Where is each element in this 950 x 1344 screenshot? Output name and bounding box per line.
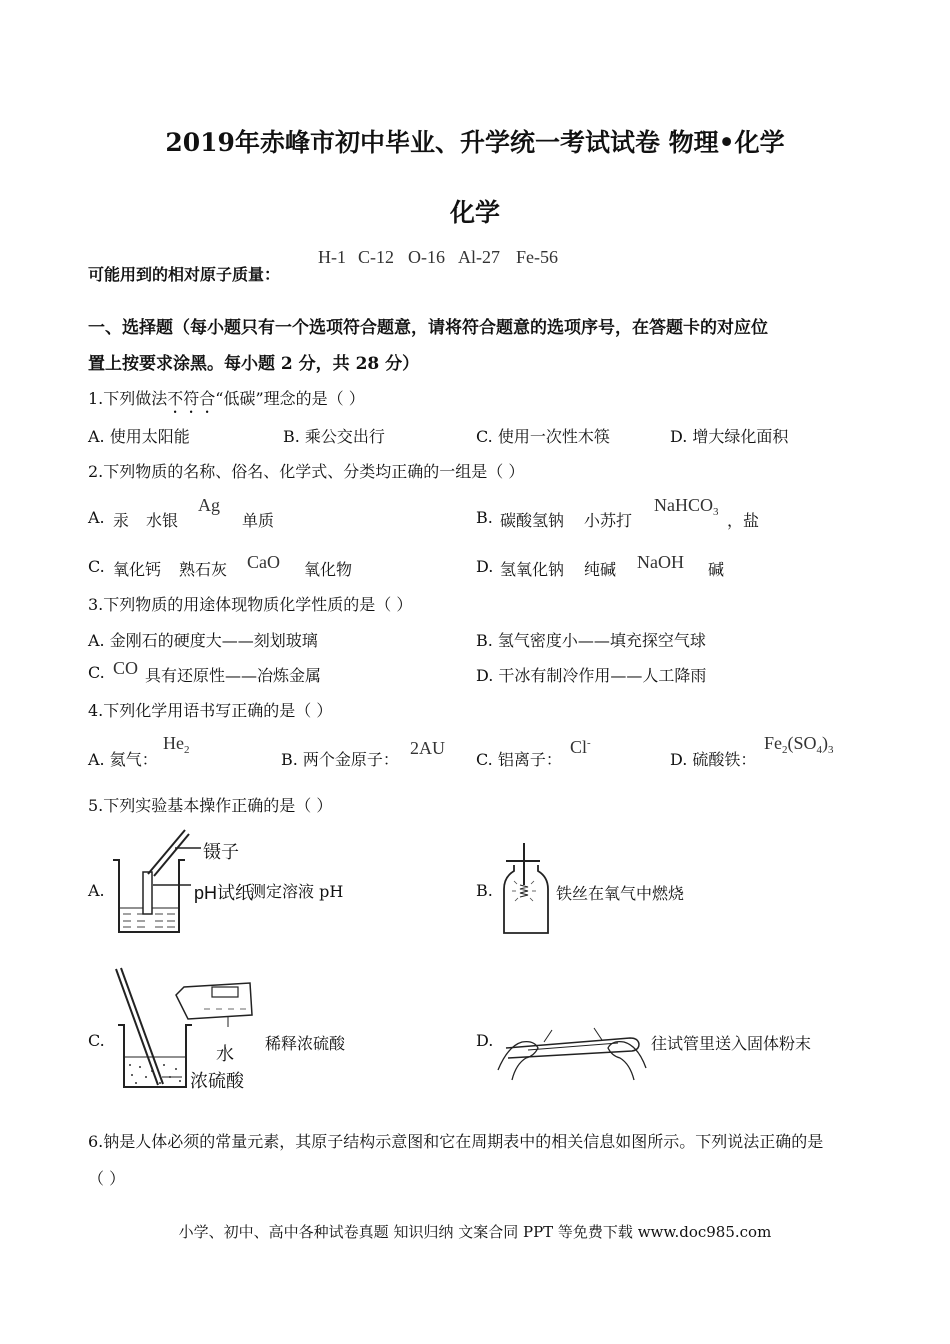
q2-option-c-formula: CaO xyxy=(247,552,280,572)
section-heading-line2: 置上按要求涂黑。每小题 2 分，共 28 分） xyxy=(88,354,420,374)
water-label: 水 xyxy=(216,1044,234,1064)
question-5-stem: 5.下列实验基本操作正确的是（ ） xyxy=(88,796,333,815)
page-subtitle: 化学 xyxy=(449,198,500,227)
q5-option-c-letter: C. xyxy=(88,1031,105,1050)
q5-option-b-letter: B. xyxy=(476,881,493,900)
q2-option-c-name: 氧化钙 xyxy=(113,560,162,579)
q1-option-c: C. 使用一次性木筷 xyxy=(476,427,610,446)
q3-option-d: D. 干冰有制冷作用——人工降雨 xyxy=(476,666,707,685)
q2-option-a-letter: A. xyxy=(88,508,105,527)
q2-option-b-common: 小苏打 xyxy=(584,511,633,530)
q2-option-d-letter: D. xyxy=(476,557,494,576)
q2-option-a-formula: Ag xyxy=(198,495,220,515)
q5-option-d-caption: 往试管里送入固体粉末 xyxy=(651,1034,812,1053)
q4-option-d-label: D. 硫酸铁： xyxy=(670,750,757,769)
q2-option-d-name: 氢氧化钠 xyxy=(500,560,565,579)
q1-option-a: A. 使用太阳能 xyxy=(88,427,190,446)
q4-option-a-label: A. 氦气： xyxy=(88,750,158,769)
page-footer: 小学、初中、高中各种试卷真题 知识归纳 文案合同 PPT 等免费下载 www.doc985.com xyxy=(178,1223,772,1241)
q2-option-b-name: 碳酸氢钠 xyxy=(500,511,565,530)
q2-option-a-name: 汞 xyxy=(113,511,130,530)
question-1-stem: 1.下列做法不符合“低碳”理念的是（ ） xyxy=(88,389,365,408)
q3-option-c-text: 具有还原性——冶炼金属 xyxy=(145,666,322,685)
question-6-stem: 6.钠是人体必须的常量元素，其原子结构示意图和它在周期表中的相关信息如图所示。下列说法正确的是 xyxy=(88,1132,824,1151)
question-6-paren: （ ） xyxy=(88,1169,126,1188)
tweezers-label: 镊子 xyxy=(203,842,239,862)
question-2-stem: 2.下列物质的名称、俗名、化学式、分类均正确的一组是（ ） xyxy=(88,462,525,481)
atomic-mass-al: Al-27 xyxy=(458,247,500,267)
q2-option-d-common: 纯碱 xyxy=(584,560,617,579)
atomic-mass-c: C-12 xyxy=(358,247,394,267)
q4-option-d-formula: $Fe_2(SO_4)_3$ xyxy=(764,733,834,756)
q3-option-c-formula: CO xyxy=(113,658,139,678)
section-heading-line1: 一、选择题（每小题只有一个选项符合题意，请将符合题意的选项序号，在答题卡的对应位 xyxy=(88,318,768,338)
emphasis-not-meet: 不符合 xyxy=(167,389,216,408)
q2-option-d-class: 碱 xyxy=(708,560,725,579)
q3-option-c-letter: C. xyxy=(88,663,105,682)
test-tube-powder-diagram xyxy=(498,1018,648,1084)
atomic-mass-label: 可能用到的相对原子质量： xyxy=(88,265,281,284)
q2-option-c-letter: C. xyxy=(88,557,105,576)
q2-option-b-formula: NaHCO$_3$ xyxy=(654,495,719,518)
q1-option-d: D. 增大绿化面积 xyxy=(670,427,789,446)
q5-option-b-caption: 铁丝在氧气中燃烧 xyxy=(556,884,685,903)
ph-paper-label: pH试纸 xyxy=(194,883,254,903)
q2-option-a-class: 单质 xyxy=(242,511,275,530)
question-3-stem: 3.下列物质的用途体现物质化学性质的是（ ） xyxy=(88,595,413,614)
q5-option-a-letter: A. xyxy=(88,881,105,900)
q4-option-c-label: C. 铝离子： xyxy=(476,750,562,769)
concentrated-acid-label: 浓硫酸 xyxy=(190,1071,244,1091)
q5-option-c-caption: 稀释浓硫酸 xyxy=(265,1034,346,1053)
q4-option-b-formula: 2AU xyxy=(410,738,445,758)
page-title: 2019年赤峰市初中毕业、升学统一考试试卷 物理•化学 xyxy=(165,128,785,157)
q2-option-d-formula: NaOH xyxy=(637,552,684,572)
q2-option-a-common: 水银 xyxy=(146,511,179,530)
q1-option-b: B. 乘公交出行 xyxy=(283,427,385,446)
q4-option-b-label: B. 两个金原子： xyxy=(281,750,399,769)
q2-option-c-class: 氧化物 xyxy=(304,560,353,579)
q3-option-a: A. 金刚石的硬度大——刻划玻璃 xyxy=(88,631,318,650)
atomic-mass-o: O-16 xyxy=(408,247,445,267)
q4-option-a-formula: $He_2$ xyxy=(163,733,190,756)
iron-wire-bottle-diagram xyxy=(500,843,560,938)
q5-option-a-caption: 测定溶液 pH xyxy=(250,882,344,901)
atomic-mass-h: H-1 xyxy=(318,247,346,267)
q2-option-b-letter: B. xyxy=(476,508,493,527)
q2-option-b-class: ，盐 xyxy=(727,511,760,530)
q5-option-d-letter: D. xyxy=(476,1031,494,1050)
q4-option-c-formula: Cl- xyxy=(570,737,591,757)
q2-option-c-common: 熟石灰 xyxy=(179,560,228,579)
atomic-mass-fe: Fe-56 xyxy=(516,247,558,267)
q3-option-b: B. 氢气密度小——填充探空气球 xyxy=(476,631,706,650)
question-4-stem: 4.下列化学用语书写正确的是（ ） xyxy=(88,701,333,720)
